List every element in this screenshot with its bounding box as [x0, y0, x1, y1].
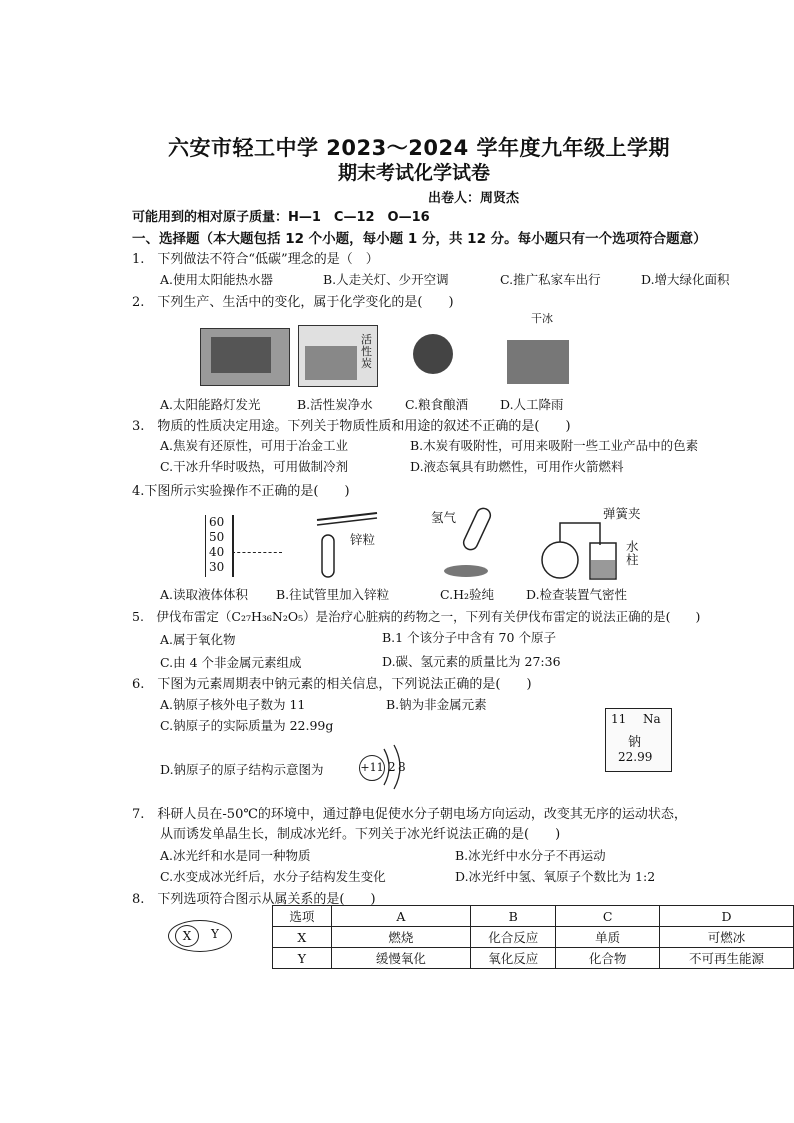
q8-label-y: Y [211, 927, 219, 941]
q4-label-hydrogen: 氢气 [431, 510, 457, 525]
table-cell: 燃烧 [331, 927, 471, 948]
q5-option-c: C.由 4 个非金属元素组成 [160, 655, 302, 670]
q4-option-b: B.往试管里加入锌粒 [276, 587, 390, 602]
table-cell: 可燃冰 [660, 927, 794, 948]
q2-option-b: B.活性炭净水 [297, 397, 373, 412]
q3-option-b: B.木炭有吸附性，可用来吸附一些工业产品中的色素 [410, 438, 699, 453]
q7-stem-line2: 从而诱发单晶生长，制成冰光纤。下列关于冰光纤说法正确的是( ) [160, 827, 561, 842]
table-cell: X [273, 927, 332, 948]
q2-img-label-dry-ice: 干冰 [531, 312, 553, 325]
q4-option-a: A.读取液体体积 [160, 587, 249, 602]
q7-stem-line1: 7. 科研人员在-50℃的环境中，通过静电促使水分子朝电场方向运动，改变其无序的运动状态， [132, 807, 687, 822]
q3-option-d: D.液态氧具有助燃性，可用作火箭燃料 [410, 459, 624, 474]
q4-label-water-column: 水柱 [626, 539, 639, 567]
table-header-cell: B [471, 906, 556, 927]
tile-symbol: Na [643, 712, 661, 726]
q4-tick-60: 60 [209, 515, 225, 529]
q8-stem: 8. 下列选项符合图示从属关系的是( ) [132, 892, 376, 907]
q6-stem: 6. 下图为元素周期表中钠元素的相关信息，下列说法正确的是( ) [132, 677, 532, 692]
tile-atomic-number: 11 [611, 712, 627, 726]
tile-name: 钠 [628, 735, 642, 750]
q2-option-a: A.太阳能路灯发光 [160, 397, 261, 412]
q2-image-artificial-rain [505, 310, 571, 386]
q2-option-d: D.人工降雨 [500, 397, 564, 412]
q5-option-b: B.1 个该分子中含有 70 个原子 [382, 630, 556, 645]
sodium-element-tile [605, 708, 672, 772]
q5-option-d: D.碳、氢元素的质量比为 27:36 [382, 654, 561, 669]
table-cell: 不可再生能源 [660, 948, 794, 969]
author-line: 出卷人：周贤杰 [428, 191, 520, 206]
q2-image-brewing [405, 328, 465, 384]
table-cell: Y [273, 948, 332, 969]
q5-option-a: A.属于氧化物 [160, 632, 236, 647]
exam-subtitle: 期末考试化学试卷 [338, 162, 491, 184]
q7-option-d: D.冰光纤中氢、氧原子个数比为 1:2 [455, 869, 656, 884]
q7-option-b: B.冰光纤中水分子不再运动 [455, 848, 606, 863]
tile-atomic-mass: 22.99 [618, 750, 653, 764]
q4-tick-30: 30 [209, 560, 225, 574]
q8-inner-circle-x: X [175, 925, 199, 947]
table-row [273, 948, 794, 969]
q7-option-c: C.水变成冰光纤后，水分子结构发生变化 [160, 869, 386, 884]
q6-shell2-count: 8 [398, 760, 406, 774]
q1-stem: 1. 下列做法不符合“低碳”理念的是（ ） [132, 252, 379, 267]
q6-option-b: B.钠为非金属元素 [386, 697, 487, 712]
q1-option-b: B.人走关灯、少开空调 [323, 272, 449, 287]
q4-stem: 4.下图所示实验操作不正确的是( ) [132, 484, 350, 499]
q5-stem: 5. 伊伐布雷定（C₂₇H₃₆N₂O₅）是治疗心脏病的药物之一，下列有关伊伐布雷定的说法正确的是( ) [132, 609, 701, 624]
q4-tick-40: 40 [209, 545, 225, 559]
table-header-cell: A [331, 906, 471, 927]
q1-option-d: D.增大绿化面积 [641, 272, 730, 287]
table-cell: 化合反应 [471, 927, 556, 948]
q6-nucleus: +11 [359, 755, 385, 781]
q4-option-d: D.检查装置气密性 [526, 587, 628, 602]
q2-option-c: C.粮食酿酒 [405, 397, 469, 412]
q2-stem: 2. 下列生产、生活中的变化，属于化学变化的是( ) [132, 295, 454, 310]
q6-option-d: D.钠原子的原子结构示意图为 [160, 762, 324, 777]
q4-tick-50: 50 [209, 530, 225, 544]
q6-option-a: A.钠原子核外电子数为 11 [160, 697, 306, 712]
q1-option-c: C.推广私家车出行 [500, 272, 601, 287]
q4-graduated-cylinder [205, 515, 240, 577]
q7-option-a: A.冰光纤和水是同一种物质 [160, 848, 311, 863]
table-row [273, 927, 794, 948]
q2-img-label-carbon: 活性炭 [361, 333, 372, 370]
q2-image-solar-lamp [200, 328, 290, 386]
table-header-cell: D [660, 906, 794, 927]
table-cell: 缓慢氧化 [331, 948, 471, 969]
q3-option-c: C.干冰升华时吸热，可用做制冷剂 [160, 459, 349, 474]
table-cell: 化合物 [556, 948, 660, 969]
q4-option-c: C.H₂验纯 [440, 587, 495, 602]
exam-title: 六安市轻工中学 2023～2024 学年度九年级上学期 [168, 136, 671, 160]
q3-stem: 3. 物质的性质决定用途。下列关于物质性质和用途的叙述不正确的是( ) [132, 419, 571, 434]
table-header-cell: 选项 [273, 906, 332, 927]
q1-option-a: A.使用太阳能热水器 [160, 272, 274, 287]
q6-option-c: C.钠原子的实际质量为 22.99g [160, 718, 334, 733]
q8-relation-table [272, 905, 794, 969]
q8-outer-ellipse-y [168, 920, 232, 952]
q4-label-spring-clip: 弹簧夹 [603, 506, 641, 521]
q6-shell1-count: 2 [388, 760, 396, 774]
q4-label-zinc: 锌粒 [350, 532, 376, 547]
table-header-cell: C [556, 906, 660, 927]
atomic-mass-line: 可能用到的相对原子质量：H—1 C—12 O—16 [132, 210, 430, 225]
table-cell: 单质 [556, 927, 660, 948]
section-heading: 一、选择题（本大题包括 12 个小题，每小题 1 分，共 12 分。每小题只有一个选项符合题意） [132, 231, 707, 247]
q2-image-carbon-filter [298, 325, 378, 387]
table-cell: 氧化反应 [471, 948, 556, 969]
table-header-row [273, 906, 794, 927]
q3-option-a: A.焦炭有还原性，可用于冶金工业 [160, 438, 349, 453]
